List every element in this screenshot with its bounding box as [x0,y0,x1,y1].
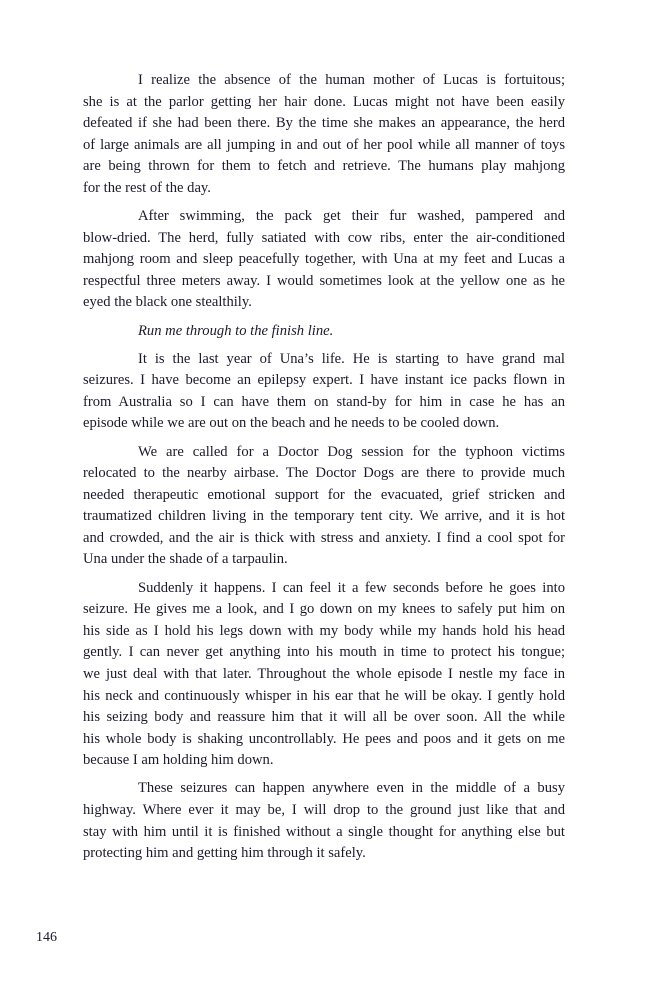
text-line: from Australia so I can have them on stand-by for him in case he has an [83,393,565,410]
text-line: are being thrown for them to fetch and retrieve. The humans play mahjong [83,158,565,175]
paragraph [83,778,565,864]
text-line: stay with him until it is finished without a single thought for anything else but [83,823,565,840]
text-line: protecting him and getting him through it safely. [83,845,366,862]
text-line: mahjong room and sleep peacefully together, with Una at my feet and Lucas a [83,251,565,268]
text-line: episode while we are out on the beach and he needs to be cooled down. [83,415,500,432]
text-line: she is at the parlor getting her hair done. Lucas might not have been easily [83,93,565,110]
text-line: We are called for a Doctor Dog session for the typhoon victims [138,443,565,460]
text-line: needed therapeutic emotional support for the evacuated, grief stricken and [83,486,565,503]
page-number: 146 [36,930,57,945]
text-line: for the rest of the day. [83,179,211,196]
text-line: because I am holding him down. [83,752,274,769]
text-line: seizure. He gives me a look, and I go down on my knees to safely put him on [83,601,565,618]
text-line: gently. I can never get anything into his mouth in time to protect his tongue; [83,644,565,661]
text-line: we just deal with that later. Throughout the whole episode I nestle my face in [83,665,565,682]
text-line: of large animals are all jumping in and out of her pool while all manner of toys [83,136,565,153]
paragraph [83,578,565,772]
text-line: his seizing body and reassure him that it will all be over soon. All the while [83,709,565,726]
text-line: After swimming, the pack get their fur washed, pampered and [138,208,565,225]
paragraph [83,206,565,314]
paragraph [83,442,565,572]
text-line: defeated if she had been there. By the time she makes an appearance, the herd [83,115,565,132]
text-line: Run me through to the finish line. [138,322,334,339]
italic-paragraph [83,321,565,343]
text-line: Suddenly it happens. I can feel it a few seconds before he goes into [138,579,565,596]
body-text [83,70,565,871]
paragraph [83,70,565,200]
text-line: his neck and continuously whisper in his ear that he will be okay. I gently hold [83,687,565,704]
text-line: traumatized children living in the temporary tent city. We arrive, and it is hot [83,508,565,525]
text-line: and crowded, and the air is thick with stress and anxiety. I find a cool spot for [83,529,565,546]
text-line: These seizures can happen anywhere even in the middle of a busy [138,780,565,797]
text-line: seizures. I have become an epilepsy expert. I have instant ice packs flown in [83,372,565,389]
text-line: relocated to the nearby airbase. The Doctor Dogs are there to provide much [83,465,565,482]
text-line: I realize the absence of the human mother of Lucas is fortuitous; [138,72,565,88]
text-line: respectful three meters away. I would sometimes look at the yellow one as he [83,272,565,289]
paragraph [83,349,565,435]
text-line: Una under the shade of a tarpaulin. [83,551,288,568]
text-line: his whole body is shaking uncontrollably. He pees and poos and it gets on me [83,730,565,747]
text-line: It is the last year of Una’s life. He is starting to have grand mal [138,350,565,367]
text-line: blow-dried. The herd, fully satiated with cow ribs, enter the air-conditioned [83,229,565,246]
text-line: highway. Where ever it may be, I will drop to the ground just like that and [83,802,565,818]
text-line: eyed the black one stealthily. [83,294,252,311]
text-line: his side as I hold his legs down with my body while my hands hold his head [83,622,565,639]
